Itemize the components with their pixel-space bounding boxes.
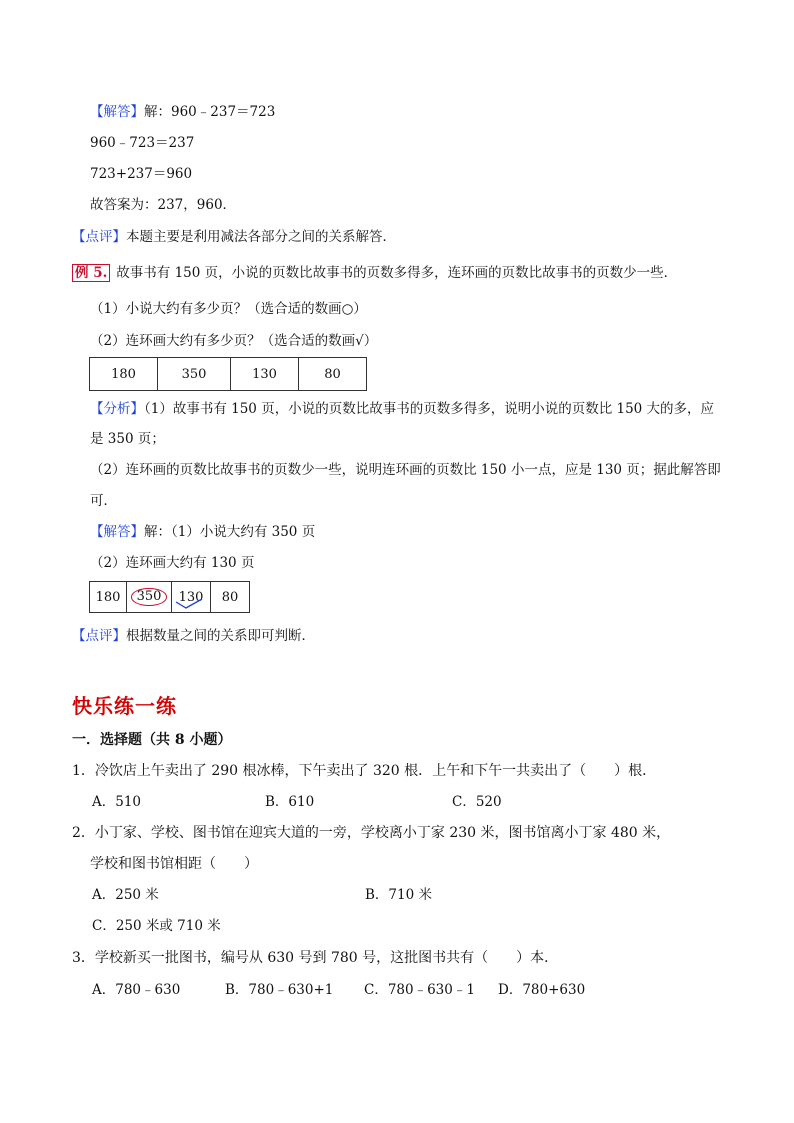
comment-tag: 【点评】 [72,229,126,245]
q2-option-b[interactable]: B．710 米 [365,887,432,903]
comment-text: 本题主要是利用减法各部分之间的关系解答． [126,229,396,245]
q1-option-c[interactable]: C．520 [452,794,502,810]
answer-text: 解：（1）小说大约有 350 页 [144,524,316,540]
q2-option-c[interactable]: C．250 米或 710 米 [92,918,221,934]
answer-1-line-2: 960﹣723＝237 [90,135,195,151]
option-cell: 350 [158,358,231,391]
analysis-line-4: 可． [90,493,117,509]
circle-mark: 350 [131,588,168,606]
analysis-line-1 [90,400,714,418]
example-q2: （2）连环画大约有多少页？（选合适的数画√） [90,333,378,349]
q1-option-b[interactable]: B．610 [265,794,315,810]
option-cell-checked [172,582,211,613]
option-cell-circled [127,582,172,613]
analysis-line-2: 是 350 页； [90,431,165,447]
q3-option-b[interactable]: B．780﹣630+1 [225,982,334,998]
answer-tag: 【解答】 [90,104,144,120]
example-stem-text: 故事书有 150 页，小说的页数比故事书的页数多得多，连环画的页数比故事书的页数少一些． [116,265,678,281]
answer-tag: 【解答】 [90,524,144,540]
comment-text: 根据数量之间的关系即可判断． [126,628,315,644]
question-3-stem: 3．学校新买一批图书，编号从 630 号到 780 号，这批图书共有（ ）本． [72,950,559,966]
answer-text: 解：960﹣237＝723 [144,104,276,120]
option-cell: 180 [90,582,127,613]
comment-2 [72,627,315,645]
answer-1-line-3: 723+237＝960 [90,166,193,182]
question-2-stem: 2．小丁家、学校、图书馆在迎宾大道的一旁，学校离小丁家 230 米，图书馆离小丁家 480 米， [72,825,671,841]
option-cell: 130 [231,358,299,391]
checked-value: 130 [178,589,204,605]
option-cell: 180 [90,358,158,391]
comment-1 [72,228,396,246]
options-table [89,357,367,391]
analysis-text: （1）故事书有 150 页，小说的页数比故事书的页数多得多，说明小说的页数比 150 大的多，应 [144,401,715,417]
answer-1-line-1 [90,103,275,121]
comment-tag: 【点评】 [72,628,126,644]
answer-2-line-1 [90,523,315,541]
practice-title: 快乐练一练 [72,694,177,718]
option-cell: 80 [299,358,367,391]
q3-option-d[interactable]: D．780+630 [498,982,586,998]
question-2-stem-cont: 学校和图书馆相距（ ） [90,856,258,872]
q2-option-a[interactable]: A．250 米 [92,887,159,903]
option-cell: 80 [211,582,250,613]
answer-1-line-4: 故答案为：237，960． [90,197,237,213]
analysis-line-3: （2）连环画的页数比故事书的页数少一些，说明连环画的页数比 150 小一点，应是 130 页；据此解答即 [90,462,721,478]
example-badge: 例 5. [72,264,110,282]
check-mark-icon [174,598,204,610]
answer-2-line-2: （2）连环画大约有 130 页 [90,555,255,571]
section-heading: 一．选择题（共 8 小题） [72,732,232,748]
q1-option-a[interactable]: A．510 [92,794,142,810]
example-q1: （1）小说大约有多少页？（选合适的数画○） [90,301,367,317]
q3-option-a[interactable]: A．780﹣630 [92,982,181,998]
answer-options-table [89,581,250,613]
analysis-tag: 【分析】 [90,401,144,417]
q3-option-c[interactable]: C．780﹣630﹣1 [364,982,475,998]
example-5-stem [72,264,677,282]
question-1-stem: 1．冷饮店上午卖出了 290 根冰棒，下午卖出了 320 根．上午和下午一共卖出了（ ）根． [72,763,657,779]
